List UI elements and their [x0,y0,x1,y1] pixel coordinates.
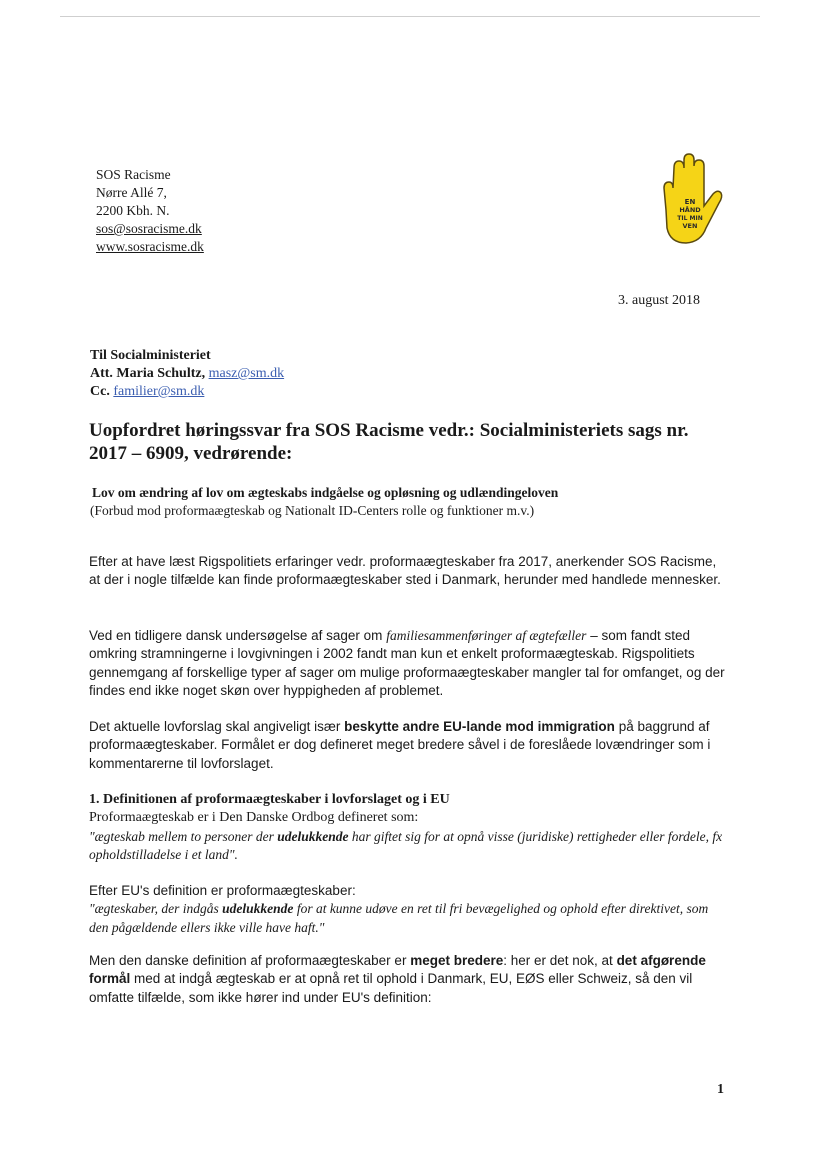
logo-text-4: VEN [682,222,698,230]
eu-definition-quote [89,900,729,937]
section-1 [89,791,729,864]
sender-address [96,166,204,256]
section-1-quote-a: "ægteskab mellem to personer der [89,828,278,844]
paragraph-3-text-b: på baggrund af proformaægteskaber. Formålet er dog defineret meget bredere såvel i de foreslåede lovændringer som i kommentarerne til lovforslaget. [89,719,711,771]
recipient-cc-email-link[interactable]: familier@sm.dk [113,384,205,399]
section-1-line: Proformaægteskab er i Den Danske Ordbog defineret som: [89,810,419,826]
recipient-line3 [90,383,284,401]
recipient-att-label: Att. Maria Schultz, [90,366,209,381]
eu-definition-line: Efter EU's definition er proformaægteskaber: [89,883,356,898]
sender-street: Nørre Allé 7, [96,185,167,200]
eu-quote-bold: udelukkende [222,901,294,917]
logo-text-3: TIL MIN [677,215,703,222]
sender-org: SOS Racisme [96,167,171,182]
paragraph-3 [89,718,729,773]
page-number: 1 [717,1082,724,1097]
section-1-quote-b: har giftet sig for at opnå visse (juridiske) rettigheder eller fordele, fx opholdstilladelse i et land". [89,828,723,862]
sender-web-link[interactable]: www.sosracisme.dk [96,239,204,254]
paragraph-3-text-a: Det aktuelle lovforslag skal angiveligt især [89,719,345,734]
eu-definition [89,882,729,937]
paragraph-last-b: : her er det nok, at [503,953,617,968]
paragraph-last-c: med at indgå ægteskab er at opnå ret til ophold i Danmark, EU, EØS eller Schweiz, så den vil omfatte tilfælde, som ikke hører ind under EU's definition: [89,971,693,1005]
recipient-line2 [90,365,284,383]
logo-text-2: HÅND [679,206,701,214]
document-title: Uopfordret høringssvar fra SOS Racisme vedr.: Socialministeriets sags nr. 2017 – 6909, vedrørende: [89,420,689,464]
sender-email-link[interactable]: sos@sosracisme.dk [96,221,202,236]
section-1-quote-bold: udelukkende [277,828,349,844]
letter-date: 3. august 2018 [618,293,701,308]
top-rule [60,16,760,17]
paragraph-1: Efter at have læst Rigspolitiets erfaringer vedr. proformaægteskaber fra 2017, anerkender SOS Racisme, at der i nogle tilfælde kan finde proformaægteskaber sted i Danmark, herunder med handlede mennesker. [89,554,721,588]
hand-logo-icon [654,152,724,248]
subject-bold-line: Lov om ændring af lov om ægteskabs indgåelse og opløsning og udlændingeloven [92,485,559,500]
eu-quote-a: "ægteskaber, der indgås [89,901,223,917]
paragraph-3-bold: beskytte andre EU-lande mod immigration [344,719,615,734]
paragraph-2 [89,627,729,700]
eu-quote-b: for at kunne udøve en ret til fri bevægelighed og ophold efter direktivet, som den pågældende ellers ikke ville have haft." [89,901,709,935]
recipient-cc-label: Cc. [90,384,114,399]
subject-block [90,484,558,520]
recipient-block [90,347,284,401]
paragraph-last-a: Men den danske definition af proformaægteskaber er [89,953,411,968]
paragraph-2-italic: familiesammenføringer af ægtefæller [386,628,587,643]
logo-text-1: EN [684,198,696,206]
paragraph-2-text-a: Ved en tidligere dansk undersøgelse af sager om [89,628,387,643]
subject-normal-line: (Forbud mod proformaægteskab og Nationalt ID-Centers rolle og funktioner m.v.) [90,503,535,518]
paragraph-last [89,952,729,1007]
recipient-att-email-link[interactable]: masz@sm.dk [208,366,285,381]
paragraph-last-bold-2: det afgørende formål [89,953,706,987]
sender-city: 2200 Kbh. N. [96,203,170,218]
section-1-heading: 1. Definitionen af proformaægteskaber i lovforslaget og i EU [89,792,450,807]
paragraph-2-text-b: – som fandt sted omkring stramningerne i lovgivningen i 2002 fandt man kun et enkelt proformaægteskab. Rigspolitiets gennemgang af forskellige typer af sager om mulige proformaægteskaber mangler tal for omfanget, og der findes end ikke noget skøn over hyppigheden af problemet. [89,628,725,698]
section-1-quote [89,828,729,865]
recipient-line1: Til Socialministeriet [90,348,211,363]
paragraph-last-bold-1: meget bredere [410,953,504,968]
